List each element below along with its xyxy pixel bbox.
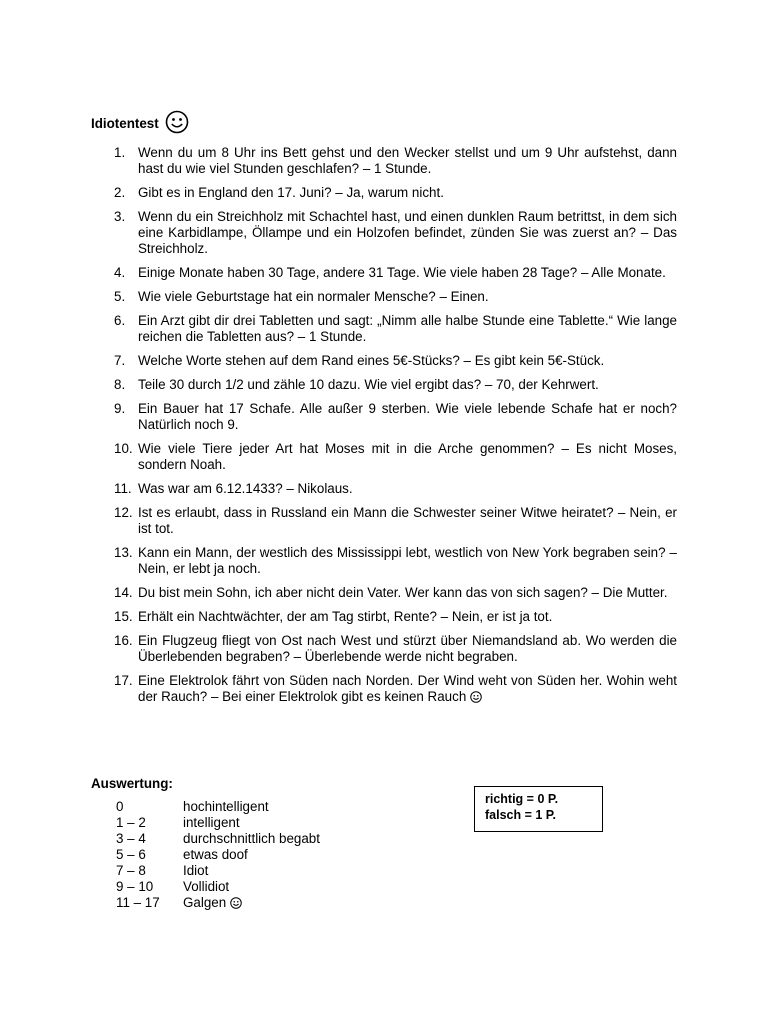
question-number: 2. — [114, 185, 126, 200]
evaluation-row — [116, 847, 320, 863]
question-number: 10. — [114, 441, 133, 456]
question-item — [114, 481, 677, 497]
question-number: 6. — [114, 313, 126, 328]
evaluation-row — [116, 895, 320, 911]
evaluation-row — [116, 879, 320, 895]
question-text: Du bist mein Sohn, ich aber nicht dein Vater. Wer kann das von sich sagen? – Die Mutter. — [138, 585, 668, 600]
question-number: 12. — [114, 505, 133, 520]
question-item — [114, 441, 677, 473]
score-range: 3 – 4 — [116, 831, 146, 846]
evaluation-row — [116, 799, 320, 815]
question-item — [114, 633, 677, 665]
question-text: Einige Monate haben 30 Tage, andere 31 Tage. Wie viele haben 28 Tage? – Alle Monate. — [138, 265, 666, 280]
evaluation-row — [116, 831, 320, 847]
question-text: Teile 30 durch 1/2 und zähle 10 dazu. Wie viel ergibt das? – 70, der Kehrwert. — [138, 377, 599, 392]
score-range: 5 – 6 — [116, 847, 146, 862]
question-number: 16. — [114, 633, 133, 648]
question-item — [114, 265, 677, 281]
scoring-correct: richtig = 0 P. — [485, 792, 559, 806]
score-label: hochintelligent — [183, 799, 269, 814]
question-number: 11. — [114, 481, 132, 496]
title-text: Idiotentest — [91, 116, 159, 131]
question-item — [114, 353, 677, 369]
question-item — [114, 585, 677, 601]
question-text: Wenn du ein Streichholz mit Schachtel hast, und einen dunklen Raum betrittst, in dem sich eine Karbidlampe, Öllampe und ein Holzofen befindet, zünden Sie was zuerst an? – Das Streichholz. — [138, 209, 677, 256]
question-text: Welche Worte stehen auf dem Rand eines 5€-Stücks? – Es gibt kein 5€-Stück. — [138, 353, 605, 368]
score-label: Galgen — [183, 895, 227, 910]
score-label: etwas doof — [183, 847, 248, 862]
question-item — [114, 209, 677, 257]
score-range: 9 – 10 — [116, 879, 154, 894]
question-item — [114, 313, 677, 345]
evaluation-table — [116, 799, 320, 911]
question-text: Was war am 6.12.1433? – Nikolaus. — [138, 481, 353, 496]
question-text: Ein Flugzeug fliegt von Ost nach West und stürzt über Niemandsland ab. Wo werden die Überlebenden begraben? – Überlebende werde nicht begraben. — [138, 633, 677, 664]
question-number: 15. — [114, 609, 133, 624]
question-list — [114, 145, 677, 713]
score-label: intelligent — [183, 815, 240, 830]
question-item — [114, 377, 677, 393]
evaluation-row — [116, 815, 320, 831]
question-item — [114, 185, 677, 201]
question-item — [114, 673, 677, 705]
question-text: Ist es erlaubt, dass in Russland ein Mann die Schwester seiner Witwe heiratet? – Nein, er ist tot. — [138, 505, 677, 536]
score-label: Idiot — [183, 863, 209, 878]
question-item — [114, 145, 677, 177]
question-number: 14. — [114, 585, 133, 600]
question-number: 13. — [114, 545, 133, 560]
question-item — [114, 545, 677, 577]
question-number: 17. — [114, 673, 133, 688]
evaluation-row — [116, 863, 320, 879]
question-number: 1. — [114, 145, 126, 160]
question-number: 9. — [114, 401, 126, 416]
question-number: 8. — [114, 377, 126, 392]
question-item — [114, 401, 677, 433]
score-range: 1 – 2 — [116, 815, 146, 830]
question-number: 4. — [114, 265, 126, 280]
question-number: 3. — [114, 209, 126, 224]
question-item — [114, 289, 677, 305]
question-number: 7. — [114, 353, 126, 368]
question-text: Wenn du um 8 Uhr ins Bett gehst und den Wecker stellst und um 9 Uhr aufstehst, dann hast du wie viel Stunden geschlafen? – 1 Stunde. — [138, 145, 677, 176]
question-text: Kann ein Mann, der westlich des Mississippi lebt, westlich von New York begraben sein? – Nein, er lebt ja noch. — [138, 545, 677, 576]
question-text: Ein Arzt gibt dir drei Tabletten und sagt: „Nimm alle halbe Stunde eine Tablette.“ Wie lange reichen die Tabletten aus? – 1 Stunde. — [138, 313, 677, 344]
question-item — [114, 505, 677, 537]
question-text-wrap — [138, 673, 677, 705]
score-label: durchschnittlich begabt — [183, 831, 320, 846]
page-title — [91, 108, 189, 132]
score-range: 11 – 17 — [116, 895, 160, 910]
question-text: Wie viele Geburtstage hat ein normaler Mensche? – Einen. — [138, 289, 489, 304]
score-label: Vollidiot — [183, 879, 230, 894]
smiley-face-icon — [230, 897, 242, 909]
question-text: Ein Bauer hat 17 Schafe. Alle außer 9 sterben. Wie viele lebende Schafe hat er noch? Natürlich noch 9. — [138, 401, 677, 432]
question-item — [114, 609, 677, 625]
smiley-face-icon — [165, 110, 189, 134]
question-text: Erhält ein Nachtwächter, der am Tag stirbt, Rente? – Nein, er ist ja tot. — [138, 609, 553, 624]
evaluation-title: Auswertung: — [91, 776, 173, 791]
scoring-wrong: falsch = 1 P. — [485, 808, 556, 822]
question-text: Eine Elektrolok fährt von Süden nach Norden. Der Wind weht von Süden her. Wohin weht der Rauch? – Bei einer Elektrolok gibt es keinen Rauch — [138, 673, 677, 704]
question-text: Gibt es in England den 17. Juni? – Ja, warum nicht. — [138, 185, 444, 200]
scoring-box — [474, 786, 603, 832]
smiley-face-icon — [470, 691, 482, 703]
question-number: 5. — [114, 289, 126, 304]
score-range: 0 — [116, 799, 124, 814]
question-text: Wie viele Tiere jeder Art hat Moses mit in die Arche genommen? – Es nicht Moses, sondern Noah. — [138, 441, 677, 472]
score-range: 7 – 8 — [116, 863, 146, 878]
score-label-wrap — [183, 895, 320, 911]
